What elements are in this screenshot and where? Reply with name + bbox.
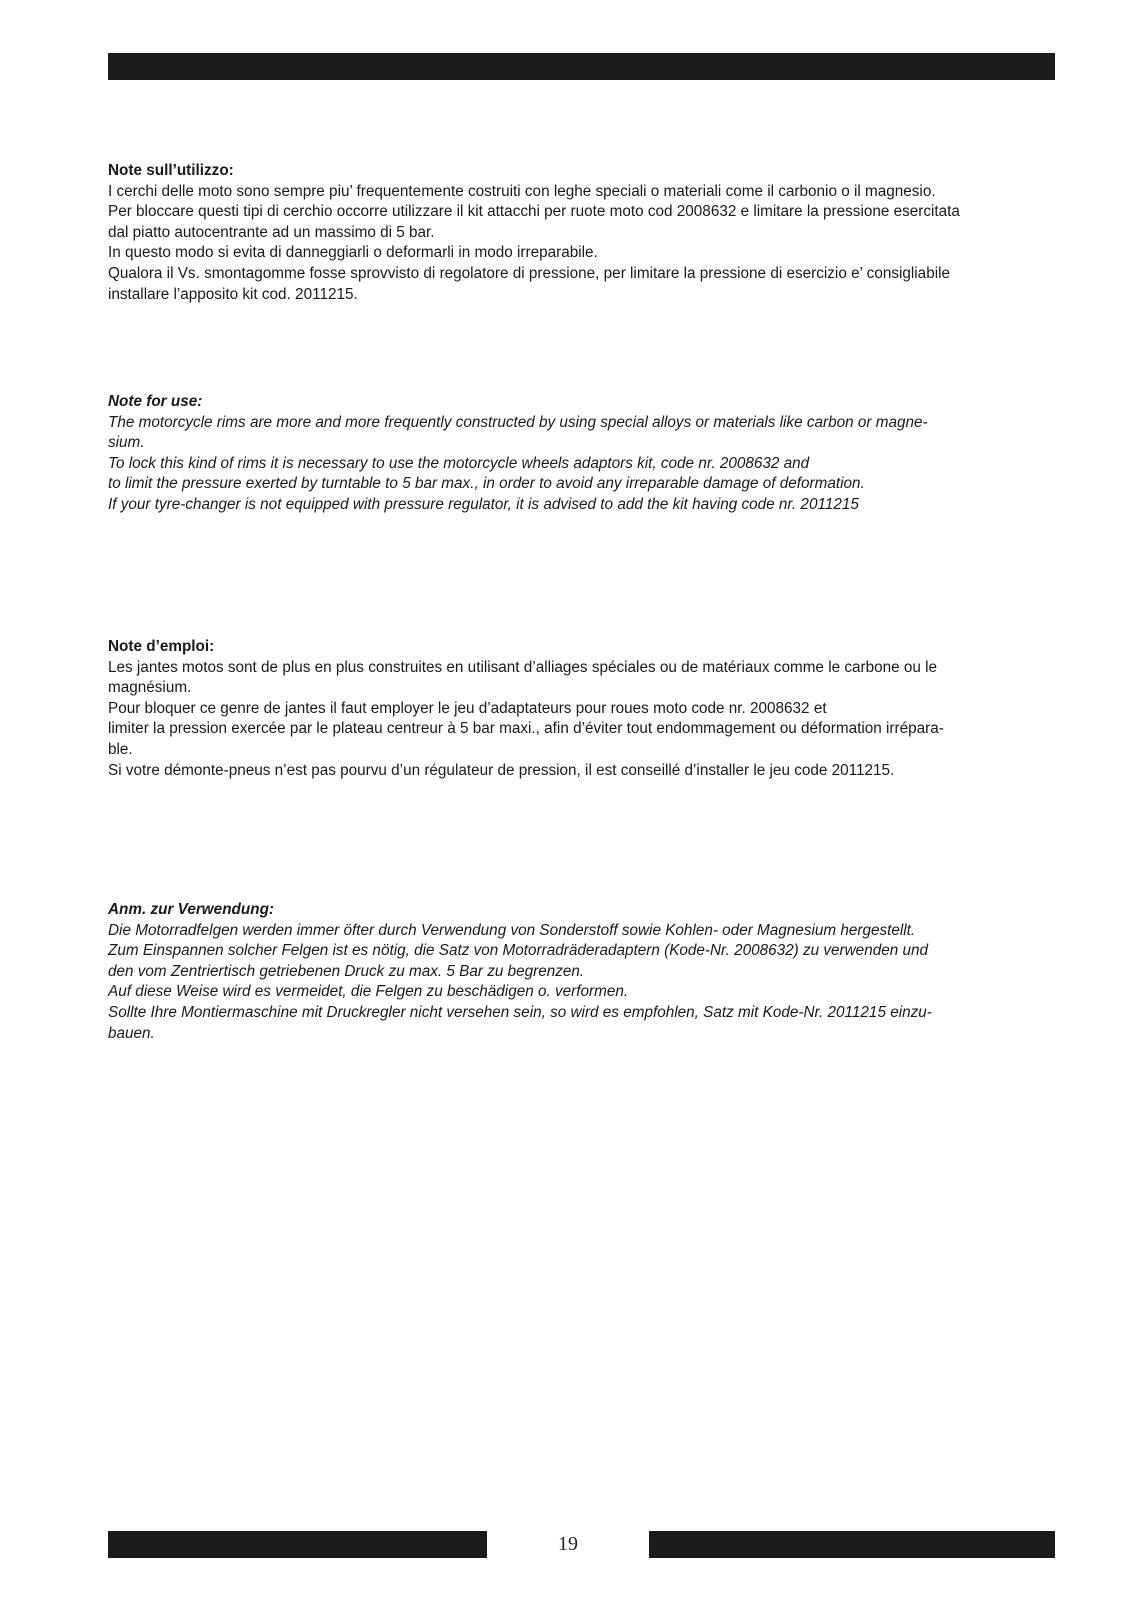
section-heading-german: Anm. zur Verwendung: (108, 901, 275, 918)
section-line: sium. (108, 434, 145, 452)
section-line: To lock this kind of rims it is necessary to use the motorcycle wheels adaptors kit, code nr. 2008632 and (108, 454, 810, 472)
section-line: Pour bloquer ce genre de jantes il faut employer le jeu d’adaptateurs pour roues moto code nr. 2008632 et (108, 699, 827, 717)
section-line: dal piatto autocentrante ad un massimo di 5 bar. (108, 223, 435, 241)
section-german (108, 900, 1058, 1044)
section-line: den vom Zentriertisch getriebenen Druck zu max. 5 Bar zu begrenzen. (108, 962, 585, 980)
section-english (108, 392, 1058, 516)
section-line: limiter la pression exercée par le plateau centreur à 5 bar maxi., afin d’éviter tout endommagement ou déformation irrépara- (108, 720, 944, 738)
section-line: The motorcycle rims are more and more frequently constructed by using special alloys or materials like carbon or magne- (108, 413, 928, 431)
section-line: Sollte Ihre Montiermaschine mit Druckregler nicht versehen sein, so wird es empfohlen, Satz mit Kode-Nr. 2011215 einzu- (108, 1003, 932, 1021)
section-line: to limit the pressure exerted by turntable to 5 bar max., in order to avoid any irreparable damage of deformation. (108, 475, 865, 493)
section-line: bauen. (108, 1024, 155, 1042)
section-line: Zum Einspannen solcher Felgen ist es nötig, die Satz von Motorradräderadaptern (Kode-Nr. 2008632) zu verwenden und (108, 942, 928, 960)
section-line: magnésium. (108, 679, 192, 697)
section-line: ble. (108, 740, 133, 758)
section-line: I cerchi delle moto sono sempre piu’ frequentemente costruiti con leghe speciali o materiali come il carbonio o il magnesio. (108, 182, 936, 200)
section-line: In questo modo si evita di danneggiarli o deformarli in modo irreparabile. (108, 244, 598, 262)
section-italian (108, 161, 1058, 305)
section-line: installare l’apposito kit cod. 2011215. (108, 285, 358, 303)
section-heading-french: Note d’emploi: (108, 638, 215, 655)
footer-bar-left (108, 1531, 487, 1558)
section-line: Les jantes motos sont de plus en plus construites en utilisant d’alliages spéciales ou de matériaux comme le carbone ou le (108, 658, 938, 676)
section-line: Si votre démonte-pneus n’est pas pourvu d’un régulateur de pression, il est conseillé d’installer le jeu code 2011215. (108, 761, 895, 779)
section-french (108, 637, 1058, 781)
section-line: Die Motorradfelgen werden immer öfter durch Verwendung von Sonderstoff sowie Kohlen- oder Magnesium hergestellt. (108, 921, 916, 939)
section-heading-italian: Note sull’utilizzo: (108, 162, 234, 179)
section-line: Per bloccare questi tipi di cerchio occorre utilizzare il kit attacchi per ruote moto cod 2008632 e limitare la pressione esercitata (108, 203, 960, 221)
section-line: Auf diese Weise wird es vermeidet, die Felgen zu beschädigen o. verformen. (108, 983, 629, 1001)
header-bar (108, 53, 1055, 80)
section-line: Qualora il Vs. smontagomme fosse sprovvisto di regolatore di pressione, per limitare la pressione di esercizio e’ consigliabile (108, 264, 951, 282)
section-line: If your tyre-changer is not equipped with pressure regulator, it is advised to add the kit having code nr. 2011215 (108, 495, 859, 513)
footer-bar-right (649, 1531, 1055, 1558)
section-heading-english: Note for use: (108, 393, 203, 410)
page-number: 19 (558, 1533, 578, 1555)
